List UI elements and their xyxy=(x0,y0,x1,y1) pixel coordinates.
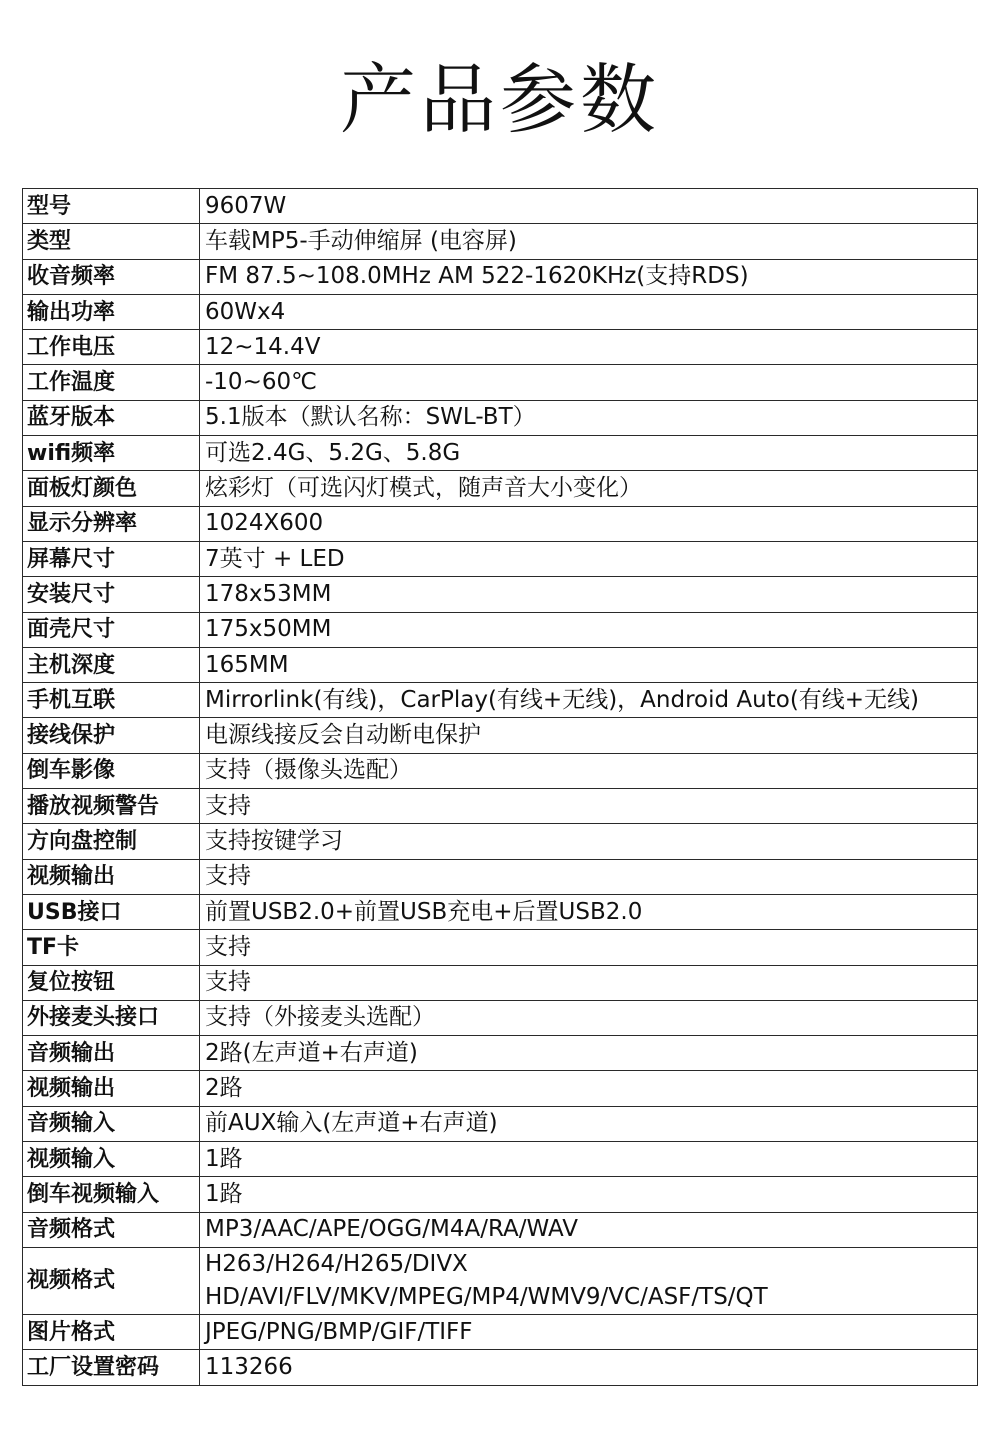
param-name: 工作电压 xyxy=(23,330,200,365)
param-name: 音频输出 xyxy=(23,1036,200,1071)
param-value: -10~60℃ xyxy=(200,365,978,400)
table-row xyxy=(23,1177,978,1212)
param-name: 收音频率 xyxy=(23,259,200,294)
table-row xyxy=(23,259,978,294)
param-value: 车载MP5-手动伸缩屏 (电容屏) xyxy=(200,224,978,259)
param-name: 接线保护 xyxy=(23,718,200,753)
param-value: 2路 xyxy=(200,1071,978,1106)
param-name: 安装尺寸 xyxy=(23,577,200,612)
param-name: 类型 xyxy=(23,224,200,259)
param-name: 视频输出 xyxy=(23,859,200,894)
table-row xyxy=(23,683,978,718)
param-value: 60Wx4 xyxy=(200,294,978,329)
param-value: FM 87.5~108.0MHz AM 522-1620KHz(支持RDS) xyxy=(200,259,978,294)
spec-table xyxy=(22,188,978,1386)
table-row xyxy=(23,1071,978,1106)
table-row xyxy=(23,541,978,576)
param-name: 复位按钮 xyxy=(23,965,200,1000)
param-name: 方向盘控制 xyxy=(23,824,200,859)
table-row xyxy=(23,1036,978,1071)
table-row xyxy=(23,930,978,965)
param-value: 5.1版本（默认名称：SWL-BT） xyxy=(200,400,978,435)
param-name: 倒车视频输入 xyxy=(23,1177,200,1212)
param-name: 面板灯颜色 xyxy=(23,471,200,506)
param-value: 支持按键学习 xyxy=(200,824,978,859)
param-value: Mirrorlink(有线)，CarPlay(有线+无线)，Android Auto(有线+无线) xyxy=(200,683,978,718)
param-name: 工作温度 xyxy=(23,365,200,400)
param-name: 播放视频警告 xyxy=(23,789,200,824)
param-name: 视频格式 xyxy=(23,1247,200,1314)
param-value: 1路 xyxy=(200,1142,978,1177)
param-value: 12~14.4V xyxy=(200,330,978,365)
table-row xyxy=(23,1350,978,1385)
param-value: 178x53MM xyxy=(200,577,978,612)
table-row xyxy=(23,965,978,1000)
param-name: USB接口 xyxy=(23,894,200,929)
param-value: 113266 xyxy=(200,1350,978,1385)
param-value: MP3/AAC/APE/OGG/M4A/RA/WAV xyxy=(200,1212,978,1247)
table-row xyxy=(23,894,978,929)
param-value: JPEG/PNG/BMP/GIF/TIFF xyxy=(200,1314,978,1349)
table-row xyxy=(23,612,978,647)
table-row xyxy=(23,789,978,824)
param-value: 2路(左声道+右声道) xyxy=(200,1036,978,1071)
param-name: 倒车影像 xyxy=(23,753,200,788)
param-value: 前AUX输入(左声道+右声道) xyxy=(200,1106,978,1141)
param-name: 面壳尺寸 xyxy=(23,612,200,647)
param-value: H263/H264/H265/DIVX HD/AVI/FLV/MKV/MPEG/MP4/WMV9/VC/ASF/TS/QT xyxy=(200,1247,978,1314)
table-row xyxy=(23,753,978,788)
table-row xyxy=(23,647,978,682)
param-name: 外接麦头接口 xyxy=(23,1000,200,1035)
param-name: 蓝牙版本 xyxy=(23,400,200,435)
table-row xyxy=(23,294,978,329)
table-row xyxy=(23,824,978,859)
table-row xyxy=(23,365,978,400)
param-name: 音频输入 xyxy=(23,1106,200,1141)
param-value: 支持（外接麦头选配） xyxy=(200,1000,978,1035)
table-row xyxy=(23,1106,978,1141)
param-value: 支持 xyxy=(200,930,978,965)
table-row xyxy=(23,859,978,894)
param-name: 主机深度 xyxy=(23,647,200,682)
table-row xyxy=(23,1000,978,1035)
table-row xyxy=(23,1212,978,1247)
param-value: 支持 xyxy=(200,789,978,824)
table-row xyxy=(23,1247,978,1314)
param-value: 支持 xyxy=(200,965,978,1000)
param-value: 1路 xyxy=(200,1177,978,1212)
table-row xyxy=(23,1314,978,1349)
param-name: 视频输入 xyxy=(23,1142,200,1177)
param-name: wifi频率 xyxy=(23,436,200,471)
table-row xyxy=(23,1142,978,1177)
table-row xyxy=(23,436,978,471)
table-row xyxy=(23,189,978,224)
param-value: 支持 xyxy=(200,859,978,894)
param-name: 音频格式 xyxy=(23,1212,200,1247)
param-name: TF卡 xyxy=(23,930,200,965)
param-value: 9607W xyxy=(200,189,978,224)
param-value: 可选2.4G、5.2G、5.8G xyxy=(200,436,978,471)
param-name: 手机互联 xyxy=(23,683,200,718)
param-name: 型号 xyxy=(23,189,200,224)
table-row xyxy=(23,577,978,612)
table-row xyxy=(23,506,978,541)
param-value: 电源线接反会自动断电保护 xyxy=(200,718,978,753)
param-name: 图片格式 xyxy=(23,1314,200,1349)
param-name: 显示分辨率 xyxy=(23,506,200,541)
param-value: 支持（摄像头选配） xyxy=(200,753,978,788)
param-value: 1024X600 xyxy=(200,506,978,541)
param-name: 屏幕尺寸 xyxy=(23,541,200,576)
param-value: 165MM xyxy=(200,647,978,682)
table-row xyxy=(23,400,978,435)
param-value: 前置USB2.0+前置USB充电+后置USB2.0 xyxy=(200,894,978,929)
page-title: 产品参数 xyxy=(340,55,660,144)
param-value: 7英寸 + LED xyxy=(200,541,978,576)
spec-table-body xyxy=(23,189,978,1386)
param-name: 工厂设置密码 xyxy=(23,1350,200,1385)
table-row xyxy=(23,224,978,259)
table-row xyxy=(23,471,978,506)
param-value: 炫彩灯（可选闪灯模式，随声音大小变化） xyxy=(200,471,978,506)
param-name: 视频输出 xyxy=(23,1071,200,1106)
table-row xyxy=(23,718,978,753)
param-value: 175x50MM xyxy=(200,612,978,647)
table-row xyxy=(23,330,978,365)
param-name: 输出功率 xyxy=(23,294,200,329)
